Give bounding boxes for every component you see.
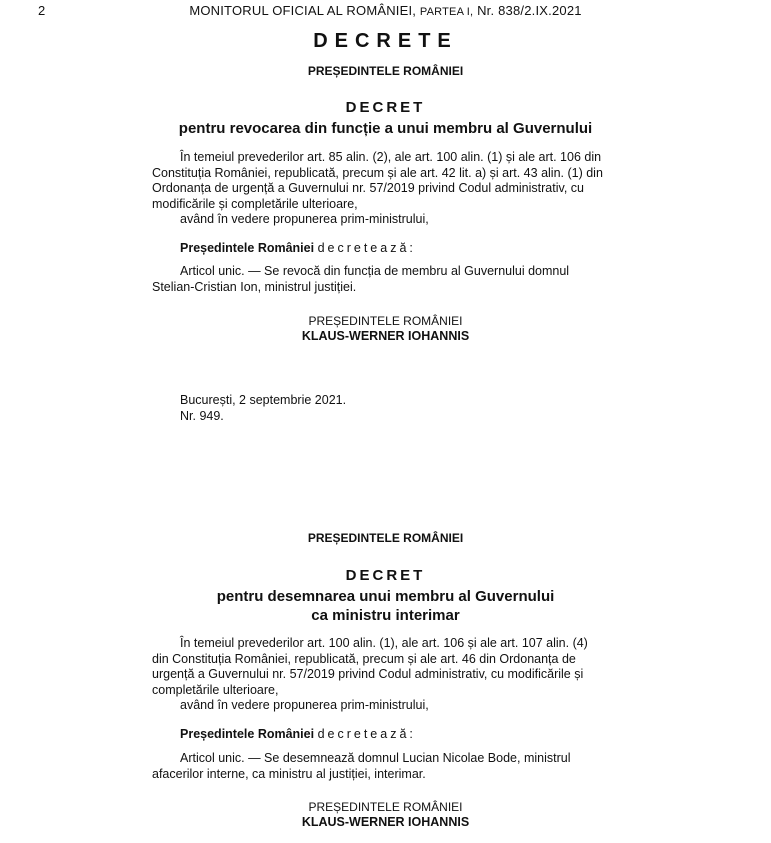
decree1-signature-title: PREȘEDINTELE ROMÂNIEI (308, 314, 463, 328)
considering-line: având în vedere propunerea prim-ministrului, (180, 212, 429, 226)
preamble-line: Constituția României, republicată, precum și ale art. 42 lit. a) și art. 43 alin. (1) din (152, 165, 603, 180)
page-number: 2 (38, 3, 46, 18)
running-header (0, 3, 771, 18)
decree2-issuer: PREȘEDINTELE ROMÂNIEI (307, 531, 464, 545)
decree1-place-date: București, 2 septembrie 2021. (180, 393, 347, 407)
decree2-title: DECRET (345, 567, 426, 584)
decree2-subtitle-line1: pentru desemnarea unui membru al Guvernului (216, 588, 555, 605)
issue-number: Nr. 838/2.IX.2021 (477, 3, 582, 18)
article-line: afacerilor interne, ca ministru al justiției, interimar. (152, 766, 426, 781)
preamble-line: completările ulterioare, (152, 682, 279, 697)
publication-part: PARTEA I, (419, 6, 474, 18)
decrees-verb: decretează: (317, 727, 416, 741)
decree1-title: DECRET (345, 99, 426, 116)
decree1-number: Nr. 949. (180, 409, 224, 423)
article-line: Articol unic. — Se desemnează domnul Lucian Nicolae Bode, ministrul (180, 751, 571, 765)
publication-name: MONITORUL OFICIAL AL ROMÂNIEI, (189, 3, 417, 18)
article-line: Stelian-Cristian Ion, ministrul justiției. (152, 279, 357, 294)
preamble-line: În temeiul prevederilor art. 100 alin. (1), ale art. 106 și ale art. 107 alin. (4) (180, 636, 588, 650)
decree2-subtitle-line2: ca ministru interimar (311, 607, 460, 624)
decree1-preamble (152, 150, 618, 228)
section-title: DECRETE (313, 30, 458, 52)
article-line: Articol unic. — Se revocă din funcția de membru al Guvernului domnul (180, 264, 570, 278)
decrees-label: Președintele României (180, 241, 315, 255)
decree1-article (152, 264, 618, 295)
considering-line: având în vedere propunerea prim-ministrului, (180, 698, 429, 712)
decree2-preamble (152, 636, 618, 714)
preamble-line: modificările și completările ulterioare, (152, 196, 358, 211)
preamble-line: Ordonanța de urgență a Guvernului nr. 57/2019 privind Codul administrativ, cu (152, 181, 584, 195)
preamble-line: din Constituția României, republicată, precum și ale art. 46 din Ordonanța de (152, 651, 576, 666)
decree1-decrees (152, 241, 618, 257)
decree2-decrees (152, 727, 618, 743)
decree2-signature-title: PREȘEDINTELE ROMÂNIEI (308, 800, 463, 814)
decree2-signature-name: KLAUS-WERNER IOHANNIS (301, 815, 470, 829)
decrees-verb: decretează: (317, 241, 416, 255)
decree1-signature-name: KLAUS-WERNER IOHANNIS (301, 329, 470, 343)
preamble-line: urgență a Guvernului nr. 57/2019 privind Codul administrativ, cu modificările și (152, 667, 584, 681)
decree1-issuer: PREȘEDINTELE ROMÂNIEI (307, 64, 464, 78)
decree2-article (152, 751, 618, 782)
preamble-line: În temeiul prevederilor art. 85 alin. (2), ale art. 100 alin. (1) și ale art. 106 din (180, 150, 602, 164)
decree1-subtitle: pentru revocarea din funcție a unui membru al Guvernului (178, 120, 593, 137)
decrees-label: Președintele României (180, 727, 315, 741)
